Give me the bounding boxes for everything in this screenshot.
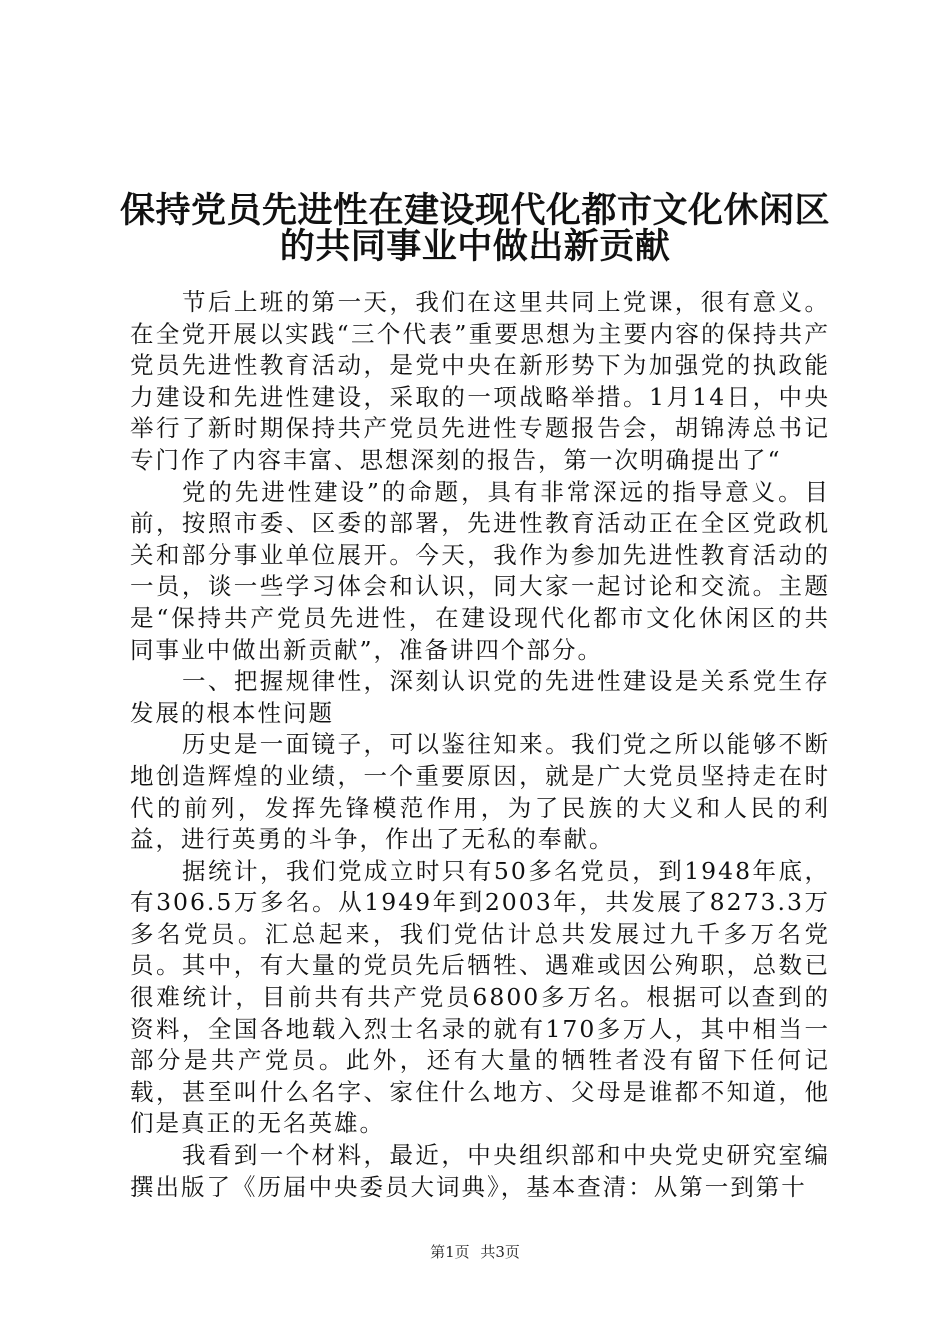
document-title-line-2: 的共同事业中做出新贡献 xyxy=(279,227,671,267)
document-title-line-1: 保持党员先进性在建设现代化都市文化休闲区 xyxy=(119,191,830,231)
page-total: 共3页 xyxy=(480,1243,520,1261)
page-number: 第1页 xyxy=(430,1243,470,1261)
paragraph-statistics: 据统计，我们党成立时只有50多名党员，到1948年底，有306.5万多名。从1949年到2003年，共发展了8273.3万多名党员。汇总起来，我们党估计总共发展过九千多万名党员。其中，有大量的党员先后牺牲、遇难或因公殉职，总数已很难统计，目前共有共产党员6800多万名。根据可以查到的资料，全国各地载入烈士名录的就有170多万人，其中相当一部分是共产党员。此外，还有大量的牺牲者没有留下任何记载，甚至叫什么名字、家住什么地方、父母是谁都不知道，他们是真正的无名英雄。 xyxy=(130,856,830,1138)
page-footer xyxy=(0,1242,950,1262)
paragraph-material: 我看到一个材料，最近，中央组织部和中央党史研究室编撰出版了《历届中央委员大词典》，基本查清：从第一到第十 xyxy=(130,1141,830,1201)
paragraph-topic: 党的先进性建设”的命题，具有非常深远的指导意义。目前，按照市委、区委的部署，先进性教育活动正在全区党政机关和部分事业单位展开。今天，我作为参加先进性教育活动的一员，谈一些学习体会和认识，同大家一起讨论和交流。主题是“保持共产党员先进性，在建设现代化都市文化休闲区的共同事业中做出新贡献”，准备讲四个部分。 xyxy=(130,477,830,664)
paragraph-history: 历史是一面镜子，可以鉴往知来。我们党之所以能够不断地创造辉煌的业绩，一个重要原因，就是广大党员坚持走在时代的前列，发挥先锋模范作用，为了民族的大义和人民的利益，进行英勇的斗争，作出了无私的奉献。 xyxy=(130,730,830,854)
section-heading-1: 一、把握规律性，深刻认识党的先进性建设是关系党生存发展的根本性问题 xyxy=(130,667,830,727)
document-body xyxy=(130,287,830,1203)
paragraph-intro: 节后上班的第一天，我们在这里共同上党课，很有意义。在全党开展以实践“三个代表”重要思想为主要内容的保持共产党员先进性教育活动，是党中央在新形势下为加强党的执政能力建设和先进性建设，采取的一项战略举措。1月14日，中央举行了新时期保持共产党员先进性专题报告会，胡锦涛总书记专门作了内容丰富、思想深刻的报告，第一次明确提出了“ xyxy=(130,288,830,474)
